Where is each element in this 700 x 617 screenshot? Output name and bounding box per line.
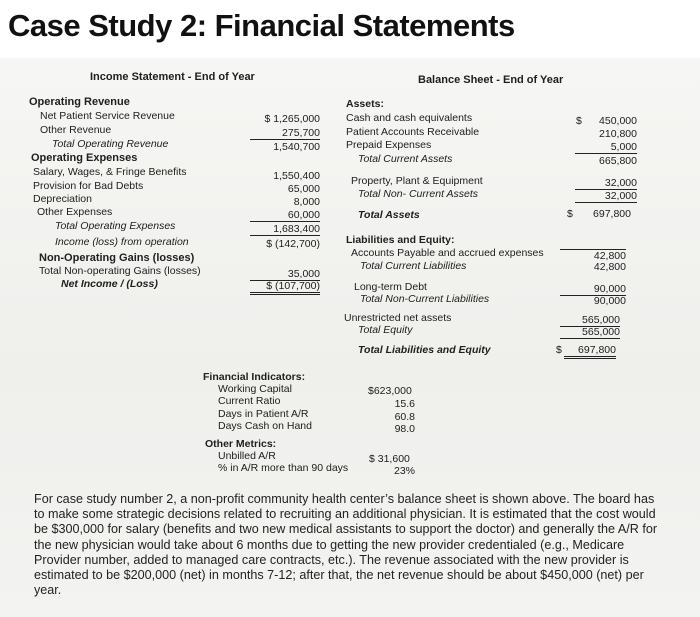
total-operating-expenses-label: Total Operating Expenses: [55, 220, 176, 232]
unbilled-ar-value: $ 31,600: [369, 453, 410, 465]
depreciation-value: 8,000: [293, 196, 320, 208]
ar-label: Patient Accounts Receivable: [346, 126, 480, 138]
working-capital-label: Working Capital: [218, 383, 292, 395]
salary-label: Salary, Wages, & Fringe Benefits: [33, 166, 187, 178]
total-assets-dollar-sign: $: [567, 208, 573, 220]
net-income-value: $ (107,700): [250, 280, 320, 295]
net-income-label: Net Income / (Loss): [61, 278, 158, 290]
days-ar-value: 60.8: [394, 411, 415, 423]
total-operating-revenue-label: Total Operating Revenue: [52, 138, 169, 150]
non-operating-gains-label: Non-Operating Gains (losses): [39, 252, 195, 264]
ltd-value: 90,000: [560, 283, 626, 296]
bad-debts-label: Provision for Bad Debts: [33, 180, 144, 192]
total-current-liabilities-value: 42,800: [593, 261, 626, 273]
liabilities-equity-label: Liabilities and Equity:: [346, 234, 455, 246]
income-statement-heading: Income Statement - End of Year: [90, 71, 255, 83]
total-liabilities-equity-dollar-sign: $: [556, 344, 562, 356]
unrestricted-label: Unrestricted net assets: [344, 312, 452, 324]
cash-dollar-sign: $: [576, 115, 582, 127]
balance-sheet-heading: Balance Sheet - End of Year: [418, 74, 564, 86]
total-equity-value: 565,000: [560, 326, 620, 339]
total-equity-label: Total Equity: [358, 324, 413, 336]
unbilled-ar-label: Unbilled A/R: [218, 450, 276, 462]
days-cash-value: 98.0: [394, 423, 415, 435]
total-non-current-liabilities-value: 90,000: [593, 295, 626, 307]
total-non-current-assets-label: Total Non- Current Assets: [358, 188, 479, 200]
total-liabilities-equity-value: 697,800: [564, 344, 616, 359]
cash-value: 450,000: [599, 115, 637, 127]
other-metrics-heading: Other Metrics:: [205, 438, 277, 450]
total-expenses-value: 1,683,400: [250, 223, 320, 236]
financial-indicators-heading: Financial Indicators:: [203, 371, 306, 383]
other-revenue-value: 275,700: [250, 127, 320, 140]
current-ratio-value: 15.6: [394, 398, 415, 410]
operating-expenses-label: Operating Expenses: [31, 152, 138, 164]
assets-label: Assets:: [346, 98, 384, 110]
total-current-assets-value: 665,800: [599, 155, 637, 167]
working-capital-value: $623,000: [368, 385, 412, 397]
operating-income-value: $ (142,700): [266, 238, 320, 250]
ltd-label: Long-term Debt: [354, 281, 427, 293]
cash-label: Cash and cash equivalents: [346, 112, 473, 124]
non-operating-value: 35,000: [250, 268, 320, 281]
total-non-current-assets-value: 32,000: [575, 190, 637, 203]
ar-value: 210,800: [599, 128, 637, 140]
npsr-value: $ 1,265,000: [264, 113, 320, 125]
other-expenses-value: 60,000: [250, 209, 320, 222]
total-liabilities-equity-label: Total Liabilities and Equity: [358, 344, 491, 356]
ap-label: Accounts Payable and accrued expenses: [351, 247, 544, 259]
pct-over-90-label: % in A/R more than 90 days: [218, 462, 349, 474]
bad-debts-value: 65,000: [287, 183, 320, 195]
total-current-assets-label: Total Current Assets: [358, 153, 453, 165]
ppe-label: Property, Plant & Equipment: [351, 175, 483, 187]
other-expenses-label: Other Expenses: [37, 206, 113, 218]
total-current-liabilities-label: Total Current Liabilities: [360, 260, 467, 272]
depreciation-label: Depreciation: [33, 193, 92, 205]
case-description-paragraph: For case study number 2, a non-profit community health center’s balance sheet is shown above. The board has to make some strategic decisions related to recruiting an additional physician. It is estimated that the cost would be $300,000 for salary (benefits and two new medical assistants to support the doctor) and generally the A/R for the new physician would take about 6 months due to getting the new provider credentialed (e.g., Medicare Provider number, added to managed care contracts, etc.). The revenue associated with the new provider is estimated to be $200,000 (net) in months 7-12; after that, the net revenue should be about $450,000 (net) per year.: [34, 492, 658, 598]
salary-value: 1,550,400: [273, 170, 320, 182]
unrestricted-value: 565,000: [560, 314, 620, 327]
ap-value: 42,800: [560, 249, 626, 262]
current-ratio-label: Current Ratio: [218, 395, 281, 407]
total-revenue-value: 1,540,700: [273, 141, 320, 153]
income-from-operation-label: Income (loss) from operation: [55, 236, 189, 248]
prepaid-label: Prepaid Expenses: [346, 139, 432, 151]
npsr-label: Net Patient Service Revenue: [40, 110, 175, 122]
total-non-current-liabilities-label: Total Non-Current Liabilities: [360, 293, 490, 305]
days-ar-label: Days in Patient A/R: [218, 408, 309, 420]
ppe-value: 32,000: [575, 177, 637, 190]
operating-revenue-label: Operating Revenue: [29, 96, 130, 108]
page-title: Case Study 2: Financial Statements: [8, 8, 515, 43]
days-cash-label: Days Cash on Hand: [218, 420, 312, 432]
pct-over-90-value: 23%: [393, 465, 415, 477]
other-revenue-label: Other Revenue: [40, 124, 112, 136]
total-non-operating-label: Total Non-operating Gains (losses): [39, 265, 201, 277]
total-assets-value: 697,800: [593, 208, 631, 220]
total-assets-label: Total Assets: [358, 209, 420, 221]
prepaid-value: 5,000: [575, 141, 637, 154]
